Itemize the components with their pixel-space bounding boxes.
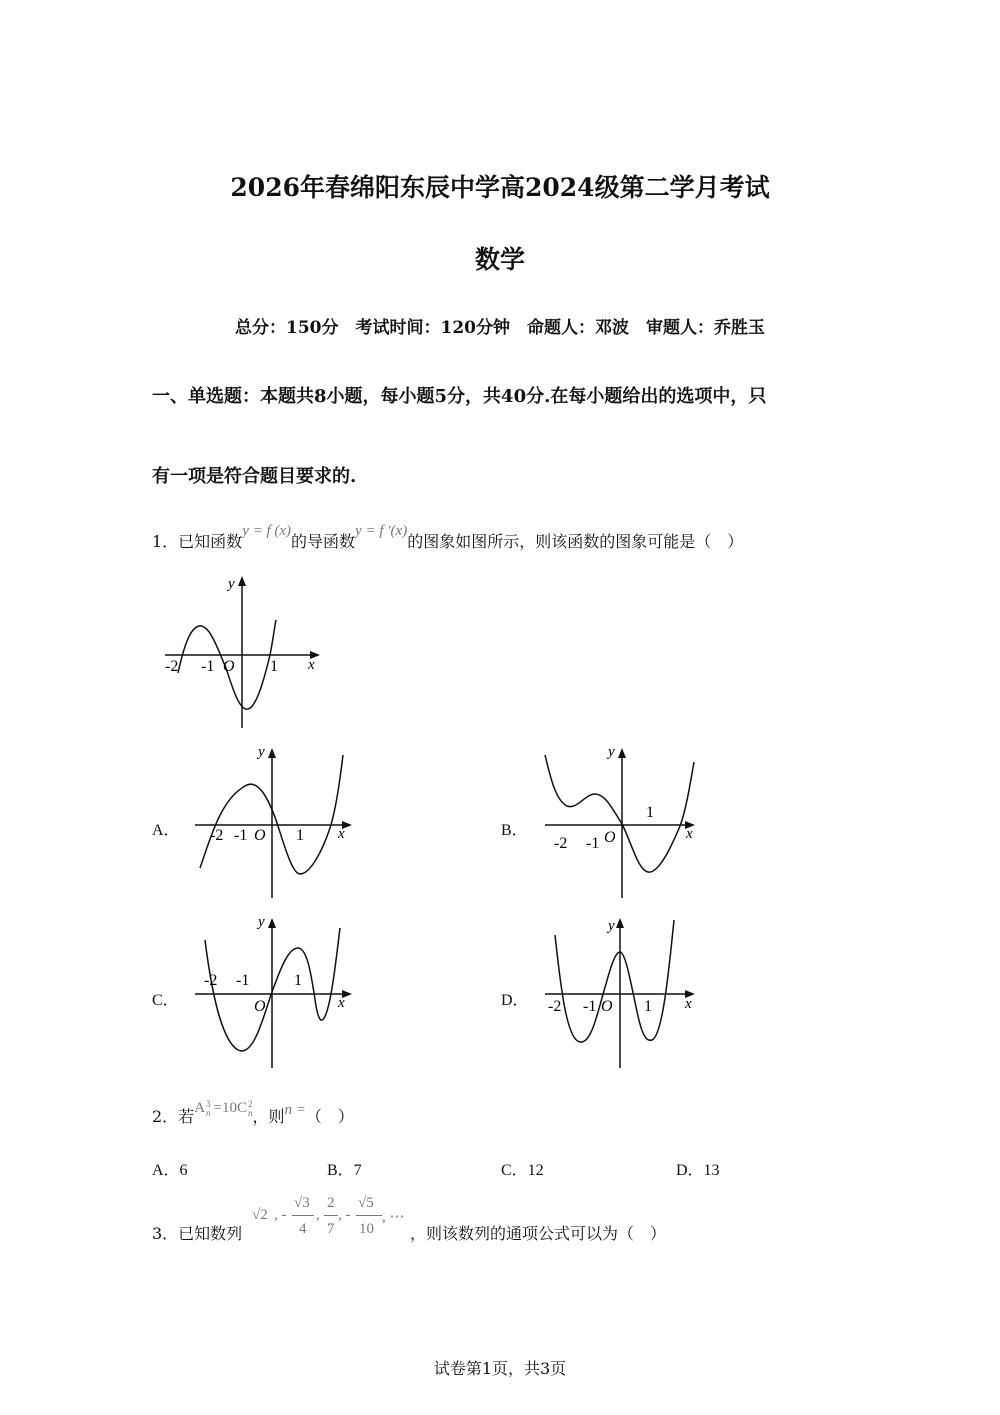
function-curve: [545, 755, 694, 872]
y-axis-arrow-icon: [268, 918, 276, 928]
y-label: y: [258, 914, 265, 930]
q3-sequence: [252, 1195, 412, 1245]
function-curve: [555, 920, 674, 1042]
q1-option-a-label[interactable]: A．: [152, 822, 180, 839]
q2-mid: ，则: [252, 1107, 285, 1126]
y-label: y: [228, 576, 235, 592]
q1-option-a-graph[interactable]: [190, 740, 365, 902]
x-label: x: [338, 995, 345, 1011]
q1-option-b-graph[interactable]: [540, 740, 705, 902]
tick-1: 1: [296, 827, 304, 844]
seq-ellipsis: , ⋯: [382, 1209, 405, 1225]
q2-option-b[interactable]: B．7: [327, 1162, 362, 1179]
y-axis-arrow-icon: [268, 748, 276, 758]
seq-term-2-den: 4: [299, 1221, 307, 1237]
origin-label: O: [223, 658, 235, 675]
seq-sep-2: ,: [316, 1207, 320, 1223]
origin-label: O: [254, 827, 266, 844]
y-axis-arrow-icon: [238, 576, 246, 586]
q2-suffix: （ ）: [305, 1107, 354, 1126]
y-label: y: [608, 918, 615, 934]
exam-meta: 总分：150分 考试时间：120分钟 命题人：邓波 审题人：乔胜玉: [235, 318, 765, 338]
seq-term-3-bar: [324, 1215, 338, 1216]
tick-minus1: -1: [234, 827, 248, 844]
q1-option-d-graph[interactable]: [540, 910, 705, 1072]
x-label: x: [338, 826, 345, 842]
q2-rhs-sup: 2: [248, 1098, 253, 1109]
q2-n: n =: [284, 1102, 306, 1118]
q1-mid: 的导函数: [291, 532, 356, 551]
tick-1: 1: [646, 804, 654, 821]
q1-function: y = f (x): [242, 523, 292, 539]
seq-sep-3: , -: [338, 1207, 351, 1223]
seq-term-3-num: 2: [327, 1195, 335, 1211]
tick-minus1: -1: [201, 658, 215, 675]
q1-option-c-graph[interactable]: [190, 910, 365, 1072]
x-label: x: [308, 657, 315, 673]
seq-term-1: √2: [252, 1207, 268, 1223]
seq-sep-1: , -: [274, 1207, 287, 1223]
q1-option-b-label[interactable]: B．: [501, 822, 528, 839]
q1-option-d-label[interactable]: D．: [501, 992, 529, 1009]
seq-term-2-bar: [292, 1215, 314, 1216]
seq-term-2-num: √3: [294, 1195, 310, 1211]
q2-equation: [194, 1100, 252, 1116]
q2-lhs-sub: n: [206, 1107, 211, 1118]
q2-arrangement-symbol: A: [194, 1100, 206, 1116]
exam-title: 2026年春绵阳东辰中学高2024级第二学月考试: [230, 173, 770, 202]
exam-subject: 数学: [474, 245, 525, 274]
question-2-stem: [152, 1098, 354, 1128]
y-label: y: [258, 744, 265, 760]
question-1-stem: [152, 523, 744, 552]
tick-minus1: -1: [586, 835, 600, 852]
y-axis-arrow-icon: [616, 918, 624, 928]
question-3-stem: [152, 1221, 242, 1244]
q2-prefix: 2．若: [152, 1107, 195, 1126]
x-label: x: [686, 826, 693, 842]
tick-minus2: -2: [554, 835, 568, 852]
q2-option-a[interactable]: A．6: [152, 1162, 188, 1179]
tick-minus2: -2: [210, 827, 224, 844]
q3-suffix: ，则该数列的通项公式可以为（ ）: [410, 1224, 667, 1243]
seq-term-3-den: 7: [327, 1221, 335, 1237]
seq-term-4-bar: [356, 1215, 382, 1216]
q2-option-c[interactable]: C．12: [501, 1162, 544, 1179]
tick-minus2: -2: [165, 658, 179, 675]
page-footer: 试卷第1页，共3页: [433, 1359, 567, 1378]
x-label: x: [685, 996, 692, 1012]
section-heading-line2: 有一项是符合题目要求的.: [152, 466, 357, 487]
seq-term-4-den: 10: [359, 1221, 374, 1237]
q1-derivative-graph: [160, 568, 330, 733]
q1-suffix: 的图象如图所示，则该函数的图象可能是（ ）: [407, 532, 744, 551]
q2-combination: =10C: [213, 1100, 247, 1116]
y-label: y: [608, 744, 615, 760]
y-axis-arrow-icon: [618, 748, 626, 758]
tick-minus1: -1: [583, 998, 597, 1015]
origin-label: O: [601, 998, 613, 1015]
q1-derivative: y = f ′(x): [355, 523, 408, 539]
q1-option-c-label[interactable]: C．: [152, 992, 179, 1009]
tick-minus1: -1: [236, 972, 250, 989]
q1-prefix: 1．已知函数: [152, 532, 243, 551]
tick-1: 1: [644, 998, 652, 1015]
q2-lhs-sup: 3: [206, 1098, 211, 1109]
origin-label: O: [254, 998, 266, 1015]
section-heading-line1: 一、单选题：本题共8小题，每小题5分，共40分.在每小题给出的选项中，只: [152, 386, 767, 407]
tick-minus2: -2: [204, 972, 218, 989]
q2-option-d[interactable]: D．13: [676, 1162, 720, 1179]
tick-minus2: -2: [548, 998, 562, 1015]
seq-term-4-num: √5: [358, 1195, 374, 1211]
tick-1: 1: [294, 972, 302, 989]
q2-rhs-sub: n: [248, 1107, 253, 1118]
q3-prefix: 3．已知数列: [152, 1224, 243, 1243]
origin-label: O: [604, 829, 616, 846]
tick-1: 1: [270, 658, 278, 675]
